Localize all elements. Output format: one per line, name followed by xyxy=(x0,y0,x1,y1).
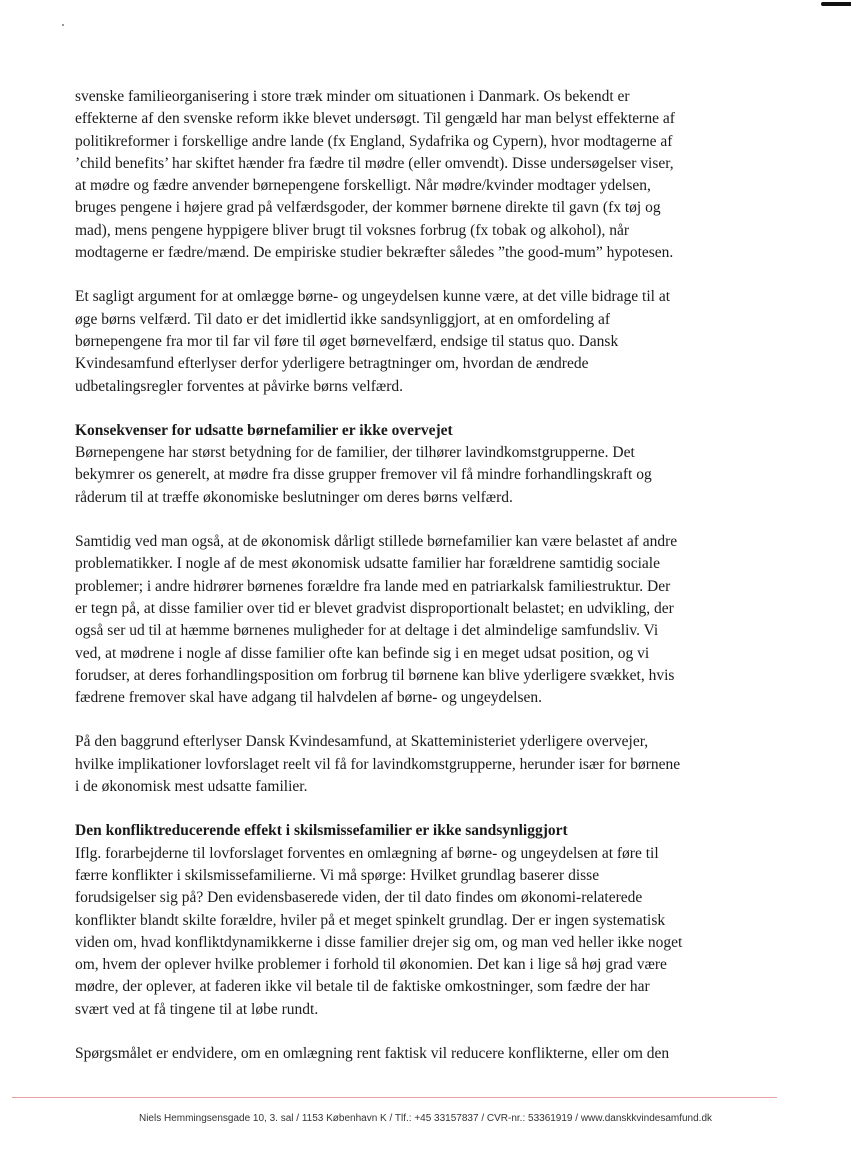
text-line: Kvindesamfund efterlyser derfor yderligere betragtninger om, hvordan de ændrede xyxy=(75,355,589,373)
text-line: ved, at mødrene i nogle af disse familier ofte kan befinde sig i en meget udsat position, og vi xyxy=(75,644,650,662)
document-body xyxy=(75,86,765,1065)
text-line: også ser ud til at hæmme børnenes muligheder for at deltage i det almindelige samfundsliv. Vi xyxy=(75,622,659,640)
text-line: børnepengene fra mor til far vil føre til øget børnevelfærd, endsige til status quo. Dansk xyxy=(75,332,619,350)
text-line: svenske familieorganisering i store træk minder om situationen i Danmark. Os bekendt er xyxy=(75,88,630,105)
paragraph-childrens-welfare xyxy=(75,286,765,397)
section-vulnerable-families xyxy=(75,420,765,509)
text-line: hvilke implikationer lovforslaget reelt vil få for lavindkomstgrupperne, herunder især for børnene xyxy=(75,755,681,773)
section-heading: Konsekvenser for udsatte børnefamilier er ikke overvejet xyxy=(75,421,453,439)
text-line: at mødre og fædre anvender børnepengene forskelligt. Når mødre/kvinder modtager ydelsen, xyxy=(75,177,651,195)
paragraph-ministry-request xyxy=(75,731,765,798)
text-line: ’child benefits’ har skiftet hænder fra fædre til mødre (eller omvendt). Disse undersøgelser viser, xyxy=(75,154,674,172)
footer-address: Niels Hemmingsensgade 10, 3. sal / 1153 København K / Tlf.: +45 33157837 / CVR-nr.: 53361919 / www.danskkvindesamfund.dk xyxy=(138,1113,713,1124)
text-line: i de økonomisk mest udsatte familier. xyxy=(75,778,308,796)
text-line: Iflg. forarbejderne til lovforslaget forventes en omlægning af børne- og ungeydelsen at føre til xyxy=(75,844,659,862)
text-line: effekterne af den svenske reform ikke blevet undersøgt. Til gengæld har man belyst effekterne af xyxy=(75,110,675,128)
text-line: bruges pengene i højere grad på velfærdsgoder, der kommer børnene direkte til gavn (fx tøj og xyxy=(75,199,661,217)
text-line: Samtidig ved man også, at de økonomisk dårligt stillede børnefamilier kan være belastet af andre xyxy=(75,533,678,551)
paragraph-burdened-families xyxy=(75,531,765,709)
footer-divider xyxy=(12,1097,777,1098)
text-line: mad), mens pengene hyppigere bliver brugt til voksnes forbrug (fx tobak og alkohol), når xyxy=(75,221,629,239)
text-line: udbetalingsregler forventes at påvirke børns velfærd. xyxy=(75,377,403,395)
scan-corner-mark xyxy=(821,2,851,6)
text-line: viden om, hvad konfliktdynamikkerne i disse familier drejer sig om, og man ved heller ikke noget xyxy=(75,933,683,951)
text-line: Spørgsmålet er endvidere, om en omlægning rent faktisk vil reducere konflikterne, eller om den xyxy=(75,1044,670,1062)
text-line: modtagerne er fædre/mænd. De empiriske studier bekræfter således ”the good-mum” hypotesen. xyxy=(75,244,674,262)
text-line: mødre, der oplever, at faderen ikke vil betale til de faktiske omkostninger, som fædre der har xyxy=(75,978,650,996)
text-line: om, hvem der oplever hvilke problemer i forhold til økonomien. Det kan i lige så høj grad være xyxy=(75,956,667,974)
section-conflict-reduction xyxy=(75,820,765,1021)
text-line: færre konflikter i skilsmissefamilierne. Vi må spørge: Hvilket grundlag baserer disse xyxy=(75,866,600,884)
text-line: Et sagligt argument for at omlægge børne- og ungeydelsen kunne være, at det ville bidrage til at xyxy=(75,288,671,306)
text-line: politikreformer i forskellige andre lande (fx England, Sydafrika og Cypern), hvor modtagerne af xyxy=(75,132,673,150)
text-line: øge børns velfærd. Til dato er det imidlertid ikke sandsynliggjort, at en omfordeling af xyxy=(75,310,611,328)
text-line: På den baggrund efterlyser Dansk Kvindesamfund, at Skatteministeriet yderligere overvejer, xyxy=(75,733,649,751)
text-line: bekymrer os generelt, at mødre fra disse grupper fremover vil få mindre forhandlingskraft og xyxy=(75,466,652,484)
text-line: er tegn på, at disse familier over tid er blevet gradvist disproportionalt belastet; en udvikling, der xyxy=(75,599,674,617)
scan-speck xyxy=(62,24,64,26)
text-line: forudsigelser sig på? Den evidensbaserede viden, der til dato findes om økonomi-relaterede xyxy=(75,889,643,907)
text-line: problematikker. I nogle af de mest økonomisk udsatte familier har forældrene samtidig sociale xyxy=(75,555,660,573)
text-line: forudser, at deres forhandlingsposition om forbrug til børnene kan blive yderligere svækket, hvis xyxy=(75,666,675,684)
text-line: svært ved at få tingene til at løbe rundt. xyxy=(75,1000,319,1018)
paragraph-good-mum xyxy=(75,86,765,264)
paragraph-continuation xyxy=(75,1043,765,1065)
text-line: fædrene fremover skal have adgang til halvdelen af børne- og ungeydelsen. xyxy=(75,689,542,707)
text-line: problemer; i andre hidrører børnenes forældre fra lande med en patriarkalsk familiestruktur. Der xyxy=(75,577,671,595)
text-line: råderum til at træffe økonomiske beslutninger om deres børns velfærd. xyxy=(75,488,513,506)
text-line: Børnepengene har størst betydning for de familier, der tilhører lavindkomstgrupperne. Det xyxy=(75,444,635,462)
text-line: konflikter blandt skilte forældre, hviler på et meget spinkelt grundlag. Der er ingen systematisk xyxy=(75,911,666,929)
section-heading: Den konfliktreducerende effekt i skilsmissefamilier er ikke sandsynliggjort xyxy=(75,822,568,840)
